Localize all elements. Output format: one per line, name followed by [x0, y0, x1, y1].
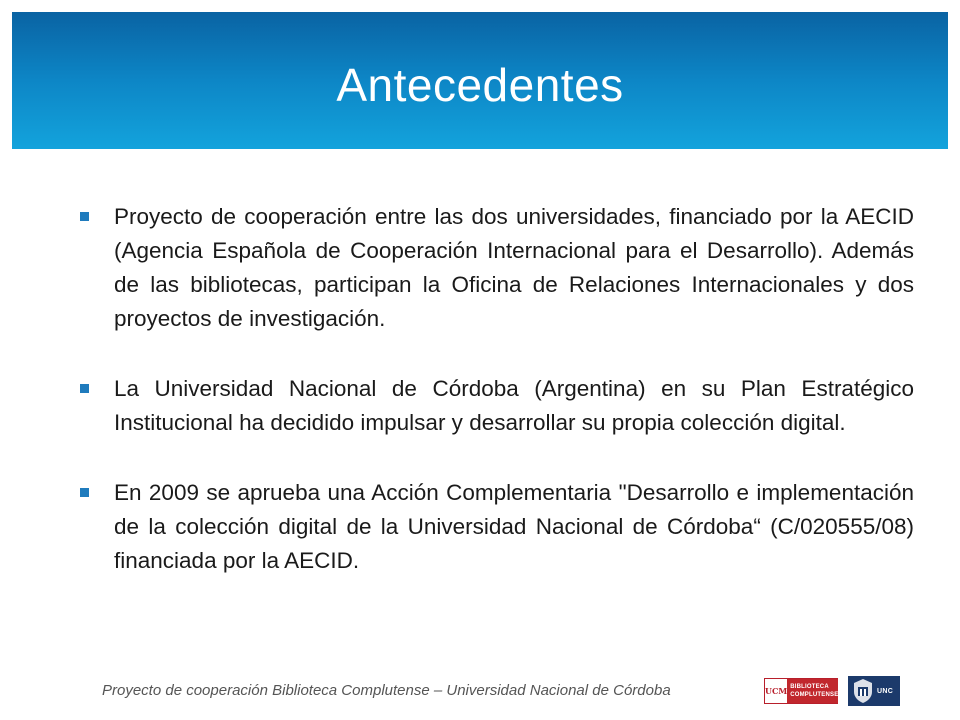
- square-bullet-icon: [80, 212, 89, 221]
- ucm-mark: UCM: [765, 686, 788, 696]
- ucm-logo-line1: BIBLIOTECA: [790, 684, 829, 690]
- bullet-text: Proyecto de cooperación entre las dos universidades, financiado por la AECID (Agencia Española de Cooperación Internacional para el Desarrollo). Además de las bibliotecas, participan la Oficina de Relaciones Internacionales y dos proyectos de investigación.: [114, 204, 914, 331]
- bullet-item: [78, 200, 914, 336]
- unc-logo-text: UNC: [877, 687, 894, 695]
- square-bullet-icon: [80, 384, 89, 393]
- ucm-logo-text: [787, 679, 838, 703]
- title-bar: [12, 12, 948, 149]
- footer-text: Proyecto de cooperación Biblioteca Complutense – Universidad Nacional de Córdoba: [102, 682, 671, 699]
- bullet-item: [78, 372, 914, 440]
- unc-logo: [848, 676, 900, 706]
- ucm-logo-line2: COMPLUTENSE: [790, 692, 839, 698]
- biblioteca-complutense-logo: [764, 678, 838, 704]
- bullet-item: [78, 476, 914, 578]
- square-bullet-icon: [80, 488, 89, 497]
- unc-seal-icon: [852, 678, 874, 704]
- slide-title: Antecedentes: [336, 58, 624, 111]
- bullet-text: En 2009 se aprueba una Acción Complementaria "Desarrollo e implementación de la colección digital de la Universidad Nacional de Córdoba“ (C/020555/08) financiada por la AECID.: [114, 480, 914, 573]
- slide-content: [78, 200, 914, 614]
- bullet-text: La Universidad Nacional de Córdoba (Argentina) en su Plan Estratégico Institucional ha decidido impulsar y desarrollar su propia colección digital.: [114, 376, 914, 435]
